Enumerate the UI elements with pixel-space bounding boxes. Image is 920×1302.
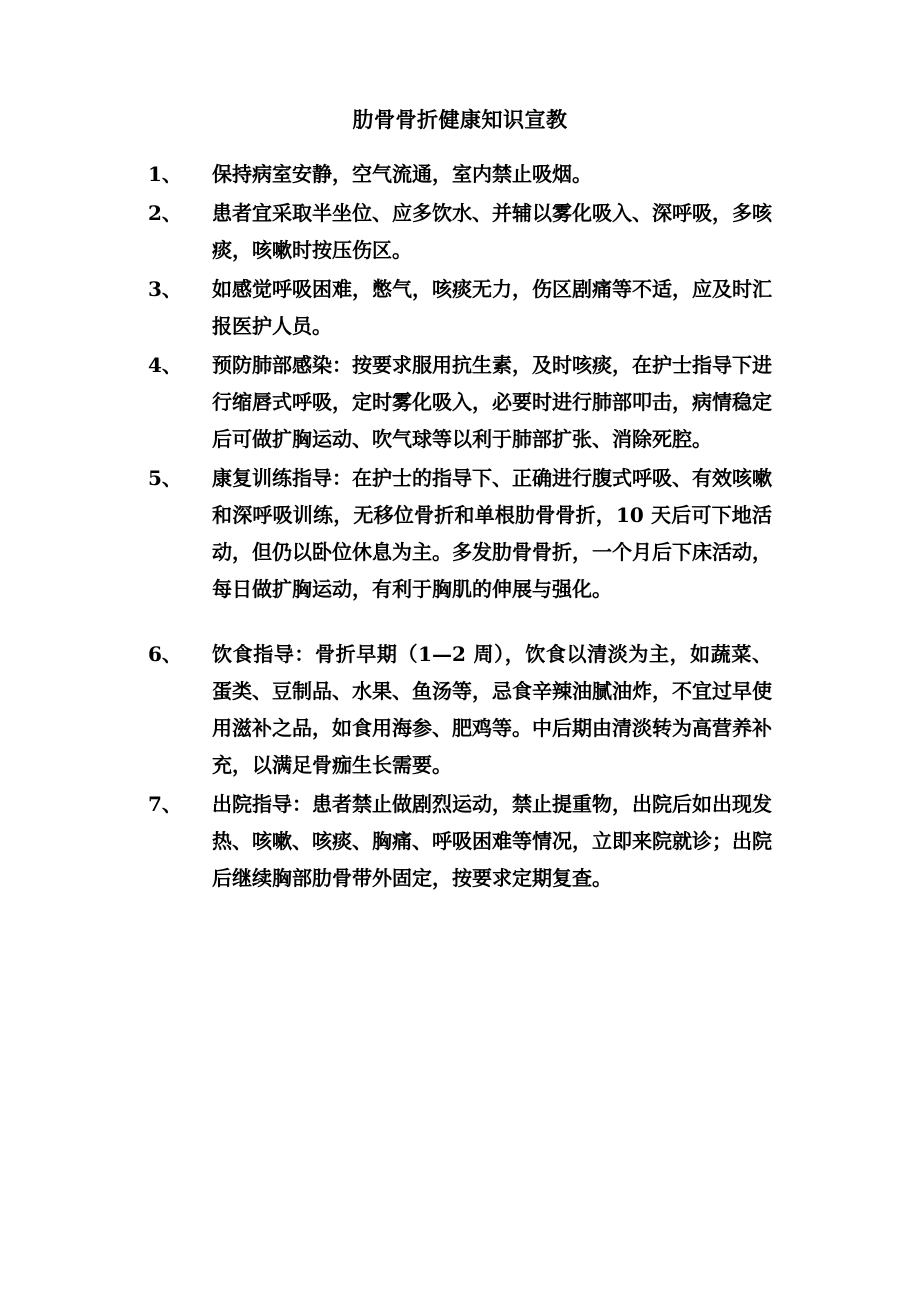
list-item-text: 如感觉呼吸困难，憋气，咳痰无力，伤区剧痛等不适，应及时汇报医护人员。 xyxy=(212,276,772,338)
list-item-text: 康复训练指导：在护士的指导下、正确进行腹式呼吸、有效咳嗽和深呼吸训练，无移位骨折和单根肋骨骨折，10 天后可下地活动，但仍以卧位休息为主。多发肋骨骨折，一个月后下床活动，每日做扩胸运动，有利于胸肌的伸展与强化。 xyxy=(212,465,772,601)
list-item-number: 2、 xyxy=(148,200,182,225)
list-item-text: 饮食指导：骨折早期（1—2 周），饮食以清淡为主，如蔬菜、蛋类、豆制品、水果、鱼汤等，忌食辛辣油腻油炸，不宜过早使用滋补之品，如食用海参、肥鸡等。中后期由清淡转为高营养补充，以满足骨痂生长需要。 xyxy=(212,641,772,777)
list-item-number: 3、 xyxy=(148,276,182,301)
list-item-text: 患者宜采取半坐位、应多饮水、并辅以雾化吸入、深呼吸，多咳痰，咳嗽时按压伤区。 xyxy=(212,200,772,262)
list-item-number: 1、 xyxy=(148,161,182,186)
list-item-text: 预防肺部感染：按要求服用抗生素，及时咳痰，在护士指导下进行缩唇式呼吸，定时雾化吸入，必要时进行肺部叩击，病情稳定后可做扩胸运动、吹气球等以利于肺部扩张、消除死腔。 xyxy=(212,352,772,451)
list-item xyxy=(148,271,772,345)
list-item-number: 7、 xyxy=(148,791,182,816)
list-item-text: 保持病室安静，空气流通，室内禁止吸烟。 xyxy=(212,161,592,186)
list-item xyxy=(148,636,772,784)
list-item-number: 5、 xyxy=(148,465,182,490)
list-item xyxy=(148,195,772,269)
list-item xyxy=(148,156,772,193)
list-item xyxy=(148,460,772,608)
page-title: 肋骨骨折健康知识宣教 xyxy=(352,107,568,132)
list-item-number: 4、 xyxy=(148,352,182,377)
list-item xyxy=(148,347,772,458)
list-item-number: 6、 xyxy=(148,641,182,666)
paragraph-spacer xyxy=(148,610,772,636)
list-item-text: 出院指导：患者禁止做剧烈运动，禁止提重物，出院后如出现发热、咳嗽、咳痰、胸痛、呼吸困难等情况，立即来院就诊；出院后继续胸部肋骨带外固定，按要求定期复查。 xyxy=(212,791,772,890)
list-item xyxy=(148,786,772,897)
